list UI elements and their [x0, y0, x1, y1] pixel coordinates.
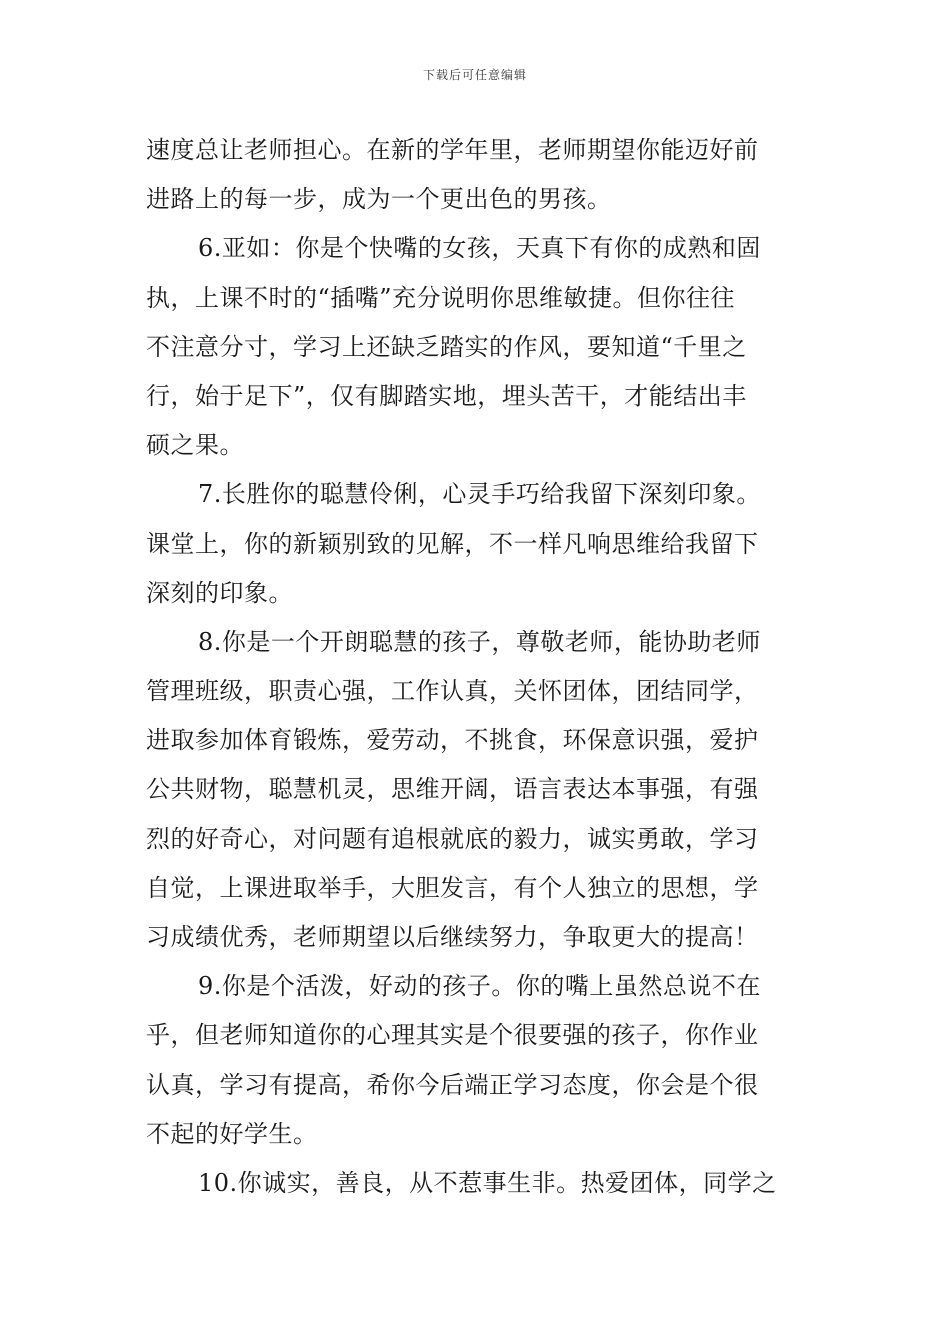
text-line: 硕之果。: [146, 431, 244, 460]
document-body: [146, 126, 808, 1208]
text-line: 不起的好学生。: [146, 1119, 318, 1148]
text-line: 8.你是一个开朗聪慧的孩子，尊敬老师，能协助老师: [198, 627, 761, 656]
text-line: 认真，学习有提高，希你今后端正学习态度，你会是个很: [146, 1070, 759, 1099]
text-line: 课堂上，你的新颖别致的见解，不一样凡响思维给我留下: [146, 529, 759, 558]
text-line: 公共财物，聪慧机灵，思维开阔，语言表达本事强，有强: [146, 775, 759, 804]
text-line: 行，始于足下”，仅有脚踏实地，埋头苦干，才能结出丰: [146, 381, 747, 410]
text-line: 进取参加体育锻炼，爱劳动，不挑食，环保意识强，爱护: [146, 726, 759, 755]
paragraph: [146, 1159, 808, 1208]
text-line: 速度总让老师担心。在新的学年里，老师期望你能迈好前: [146, 136, 759, 164]
paragraph: [146, 126, 808, 224]
text-line: 9.你是个活泼，好动的孩子。你的嘴上虽然总说不在: [198, 972, 761, 1001]
text-line: 乎，但老师知道你的心理其实是个很要强的孩子，你作业: [146, 1021, 759, 1050]
text-line: 深刻的印象。: [146, 578, 293, 607]
text-line: 不注意分寸，学习上还缺乏踏实的作风，要知道“千里之: [146, 332, 747, 361]
paragraph: [146, 470, 808, 618]
text-line: 10.你诚实，善良，从不惹事生非。热爱团体，同学之: [198, 1168, 777, 1197]
text-line: 习成绩优秀，老师期望以后继续努力，争取更大的提高！: [146, 923, 759, 951]
text-line: 6.亚如：你是个快嘴的女孩，天真下有你的成熟和固: [198, 234, 761, 263]
paragraph: [146, 962, 808, 1159]
paragraph: [146, 224, 808, 470]
page-header: 下载后可任意编辑: [422, 68, 527, 82]
text-line: 执，上课不时的“插嘴”充分说明你思维敏捷。但你往往: [146, 283, 736, 312]
text-line: 自觉，上课进取举手，大胆发言，有个人独立的思想，学: [146, 873, 759, 902]
text-line: 7.长胜你的聪慧伶俐，心灵手巧给我留下深刻印象。: [198, 480, 761, 509]
text-line: 管理班级，职责心强，工作认真，关怀团体，团结同学，: [146, 677, 759, 706]
text-line: 烈的好奇心，对问题有追根就底的毅力，诚实勇敢，学习: [146, 824, 759, 853]
paragraph: [146, 618, 808, 962]
text-line: 进路上的每一步，成为一个更出色的男孩。: [146, 185, 612, 214]
